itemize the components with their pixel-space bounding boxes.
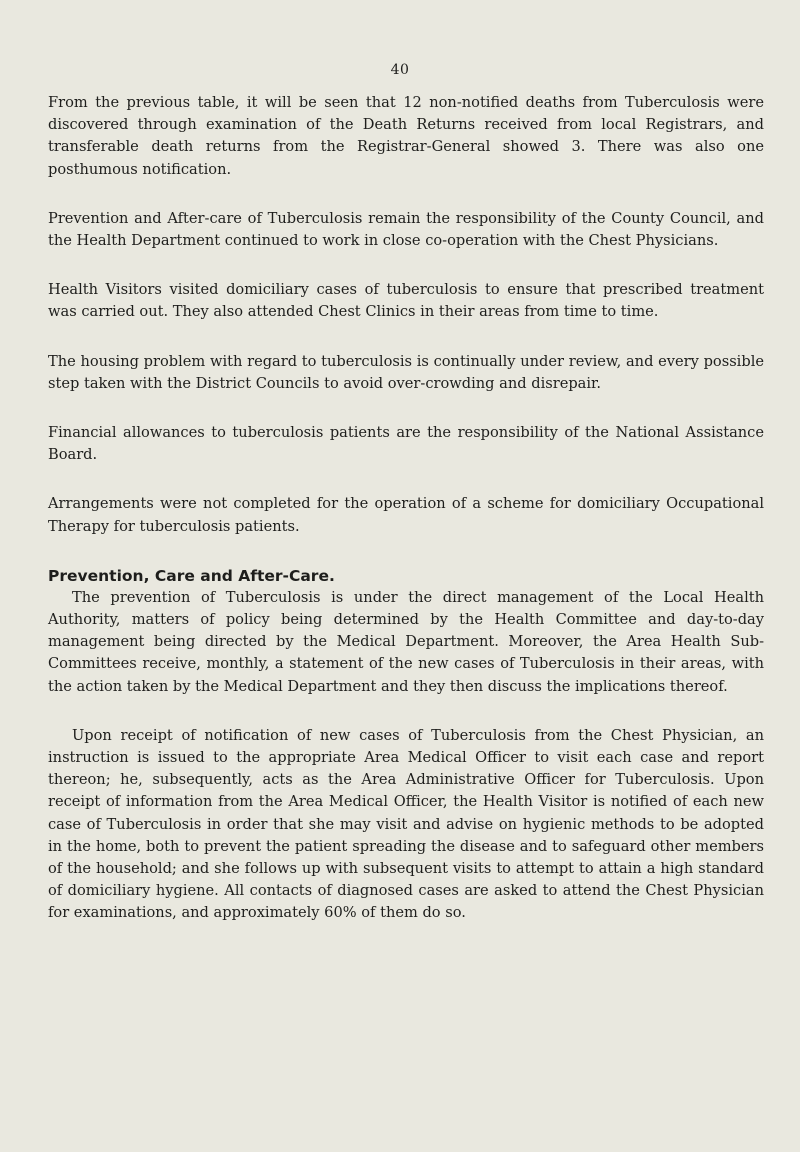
page-number: 40 (390, 62, 410, 78)
paragraph-housing: The housing problem with regard to tuberculosis is continually under review, and every possible step taken with the District Councils to avoid over-crowding and disrepair. (48, 352, 764, 392)
paragraph-health-visitors: Health Visitors visited domiciliary cases of tuberculosis to ensure that prescribed treatment was carried out. They also attended Chest Clinics in their areas from time to time. (48, 281, 764, 321)
section-heading: Prevention, Care and After-Care. (48, 566, 335, 585)
paragraph-non-notified-deaths: From the previous table, it will be seen that 12 non-notified deaths from Tuberculosis were discovered through examination of the Death Returns received from local Registrars, and transferable death returns from the Registrar-General showed 3. There was also one posthumous notification. (48, 94, 764, 178)
paragraph-financial-allowances: Financial allowances to tuberculosis patients are the responsibility of the National Assistance Board. (48, 424, 764, 464)
paragraph-management: The prevention of Tuberculosis is under the direct management of the Local Health Authority, matters of policy being determined by the Health Committee and day-to-day management being directed by the Medical Department. Moreover, the Area Health Sub-Committees receive, monthly, a statement of the new cases of Tuberculosis in their areas, with the action taken by the Medical Department and they then discuss the implications thereof. (48, 588, 764, 695)
paragraph-prevention-aftercare: Prevention and After-care of Tuberculosis remain the responsibility of the County Council, and the Health Department continued to work in close co-operation with the Chest Physicians. (48, 209, 764, 250)
paragraph-notification-procedure: Upon receipt of notification of new cases of Tuberculosis from the Chest Physician, an instruction is issued to the appropriate Area Medical Officer to visit each case and report thereon; he, subsequently, acts as the Area Administrative Officer for Tuberculosis. Upon receipt of information from the Area Medical Officer, the Health Visitor is notified of each new case of Tuberculosis in order that she may visit and advise on hygienic methods to be adopted in the home, both to prevent the patient spreading the disease and to safeguard other members of the household; and she follows up with subsequent visits to attempt to attain a high standard of domiciliary hygiene. All contacts of diagnosed cases are asked to attend the Chest Physician for examinations, and approximately 60% of them do so. (48, 726, 764, 922)
body-text (48, 92, 764, 952)
paragraph-occupational-therapy: Arrangements were not completed for the operation of a scheme for domiciliary Occupational Therapy for tuberculosis patients. (48, 495, 764, 535)
